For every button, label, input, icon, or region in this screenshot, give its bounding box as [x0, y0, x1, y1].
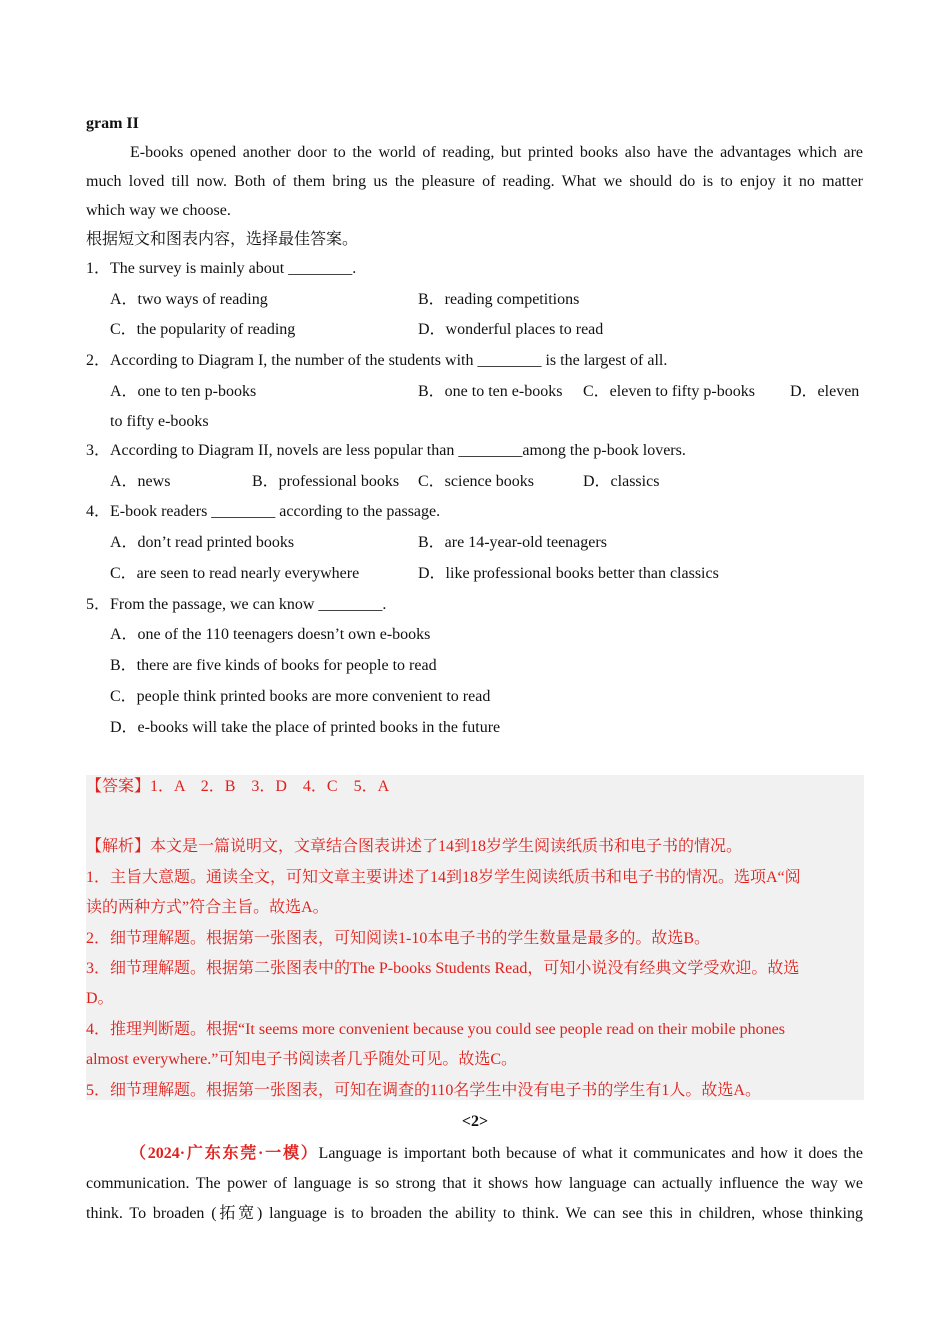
- explanation-4-line-2: almost everywhere.”可知电子书阅读者几乎随处可见。故选C。: [86, 1051, 518, 1068]
- q4-option-c: C．are seen to read nearly everywhere: [110, 565, 360, 582]
- explanation-3-line-1: 3．细节理解题。根据第二张图表中的The P-books Students Read，可知小说没有经典文学受欢迎。故选: [86, 960, 800, 977]
- answer-tag: 【答案】: [86, 778, 151, 795]
- analysis-tag: 【解析】: [86, 838, 151, 855]
- passage-line-1: [130, 1144, 863, 1164]
- q2-stem: 2．According to Diagram I, the number of the students with ________ is the largest of all.: [86, 352, 668, 369]
- instruction: 根据短文和图表内容，选择最佳答案。: [86, 231, 359, 248]
- intro-line-3: which way we choose.: [86, 202, 231, 219]
- q2-option-a: A．one to ten p-books: [110, 383, 257, 400]
- q3-option-a: A．news: [110, 473, 171, 490]
- q3-option-d: D．classics: [583, 473, 660, 490]
- intro-line-1: E-books opened another door to the world of reading, but printed books also have the advantages which are: [130, 144, 863, 161]
- q5-option-b: B．there are five kinds of books for people to read: [110, 657, 437, 674]
- q5-option-a: A．one of the 110 teenagers doesn’t own e-books: [110, 626, 431, 643]
- q1-option-d: D．wonderful places to read: [418, 321, 604, 338]
- intro-line-2: much loved till now. Both of them bring us the pleasure of reading. What we should do is to enjoy it no matter: [86, 173, 863, 190]
- explanation-2: 2．细节理解题。根据第一张图表，可知阅读1-10本电子书的学生数量是最多的。故选B。: [86, 930, 711, 947]
- q3-stem: 3．According to Diagram II, novels are less popular than ________among the p-book lovers.: [86, 442, 686, 459]
- analysis-intro: 本文是一篇说明文，文章结合图表讲述了14到18岁学生阅读纸质书和电子书的情况。: [150, 838, 743, 855]
- q3-option-c: C．science books: [418, 473, 534, 490]
- section-title: gram II: [86, 115, 139, 132]
- explanation-3-line-2: D。: [86, 990, 114, 1007]
- q3-option-b: B．professional books: [252, 473, 400, 490]
- q5-option-c: C．people think printed books are more convenient to read: [110, 688, 491, 705]
- q2-option-d: D．eleven: [790, 383, 860, 400]
- q5-option-d: D．e-books will take the place of printed books in the future: [110, 719, 501, 736]
- answer-line: [86, 777, 389, 797]
- q4-stem: 4．E-book readers ________ according to the passage.: [86, 503, 441, 520]
- q4-option-d: D．like professional books better than classics: [418, 565, 719, 582]
- answer-text: 1．A 2．B 3．D 4．C 5．A: [150, 778, 390, 795]
- q1-option-c: C．the popularity of reading: [110, 321, 296, 338]
- q2-option-d-continued: to fifty e-books: [110, 413, 209, 430]
- explanation-5: 5．细节理解题。根据第一张图表，可知在调查的110名学生中没有电子书的学生有1人。故选A。: [86, 1082, 761, 1099]
- analysis-intro-line: [86, 837, 742, 857]
- explanation-1-line-1: 1．主旨大意题。通读全文，可知文章主要讲述了14到18岁学生阅读纸质书和电子书的情况。选项A“阅: [86, 869, 801, 886]
- q1-option-b: B．reading competitions: [418, 291, 580, 308]
- q1-option-a: A．two ways of reading: [110, 291, 268, 308]
- explanation-4-line-1: 4．推理判断题。根据“It seems more convenient because you could see people read on their mobile phones: [86, 1021, 785, 1038]
- q4-option-b: B．are 14-year-old teenagers: [418, 534, 607, 551]
- passage-line-3: think. To broaden (拓宽) language is to broaden the ability to think. We can see this in children, whose thinking: [86, 1205, 863, 1222]
- q4-option-a: A．don’t read printed books: [110, 534, 295, 551]
- q5-stem: 5．From the passage, we can know ________.: [86, 596, 387, 613]
- q1-stem: 1．The survey is mainly about ________.: [86, 260, 357, 277]
- section-number-heading: <2>: [461, 1113, 489, 1130]
- passage-source: （2024·广东东莞·一模）: [130, 1145, 319, 1162]
- passage-line-2: communication. The power of language is so strong that it shows how language can actually influence the way we: [86, 1175, 863, 1192]
- passage-line-1-text: Language is important both because of what it communicates and how it does the: [318, 1145, 863, 1162]
- q2-option-c: C．eleven to fifty p-books: [583, 383, 755, 400]
- q2-option-b: B．one to ten e-books: [418, 383, 563, 400]
- explanation-1-line-2: 读的两种方式”符合主旨。故选A。: [86, 899, 329, 916]
